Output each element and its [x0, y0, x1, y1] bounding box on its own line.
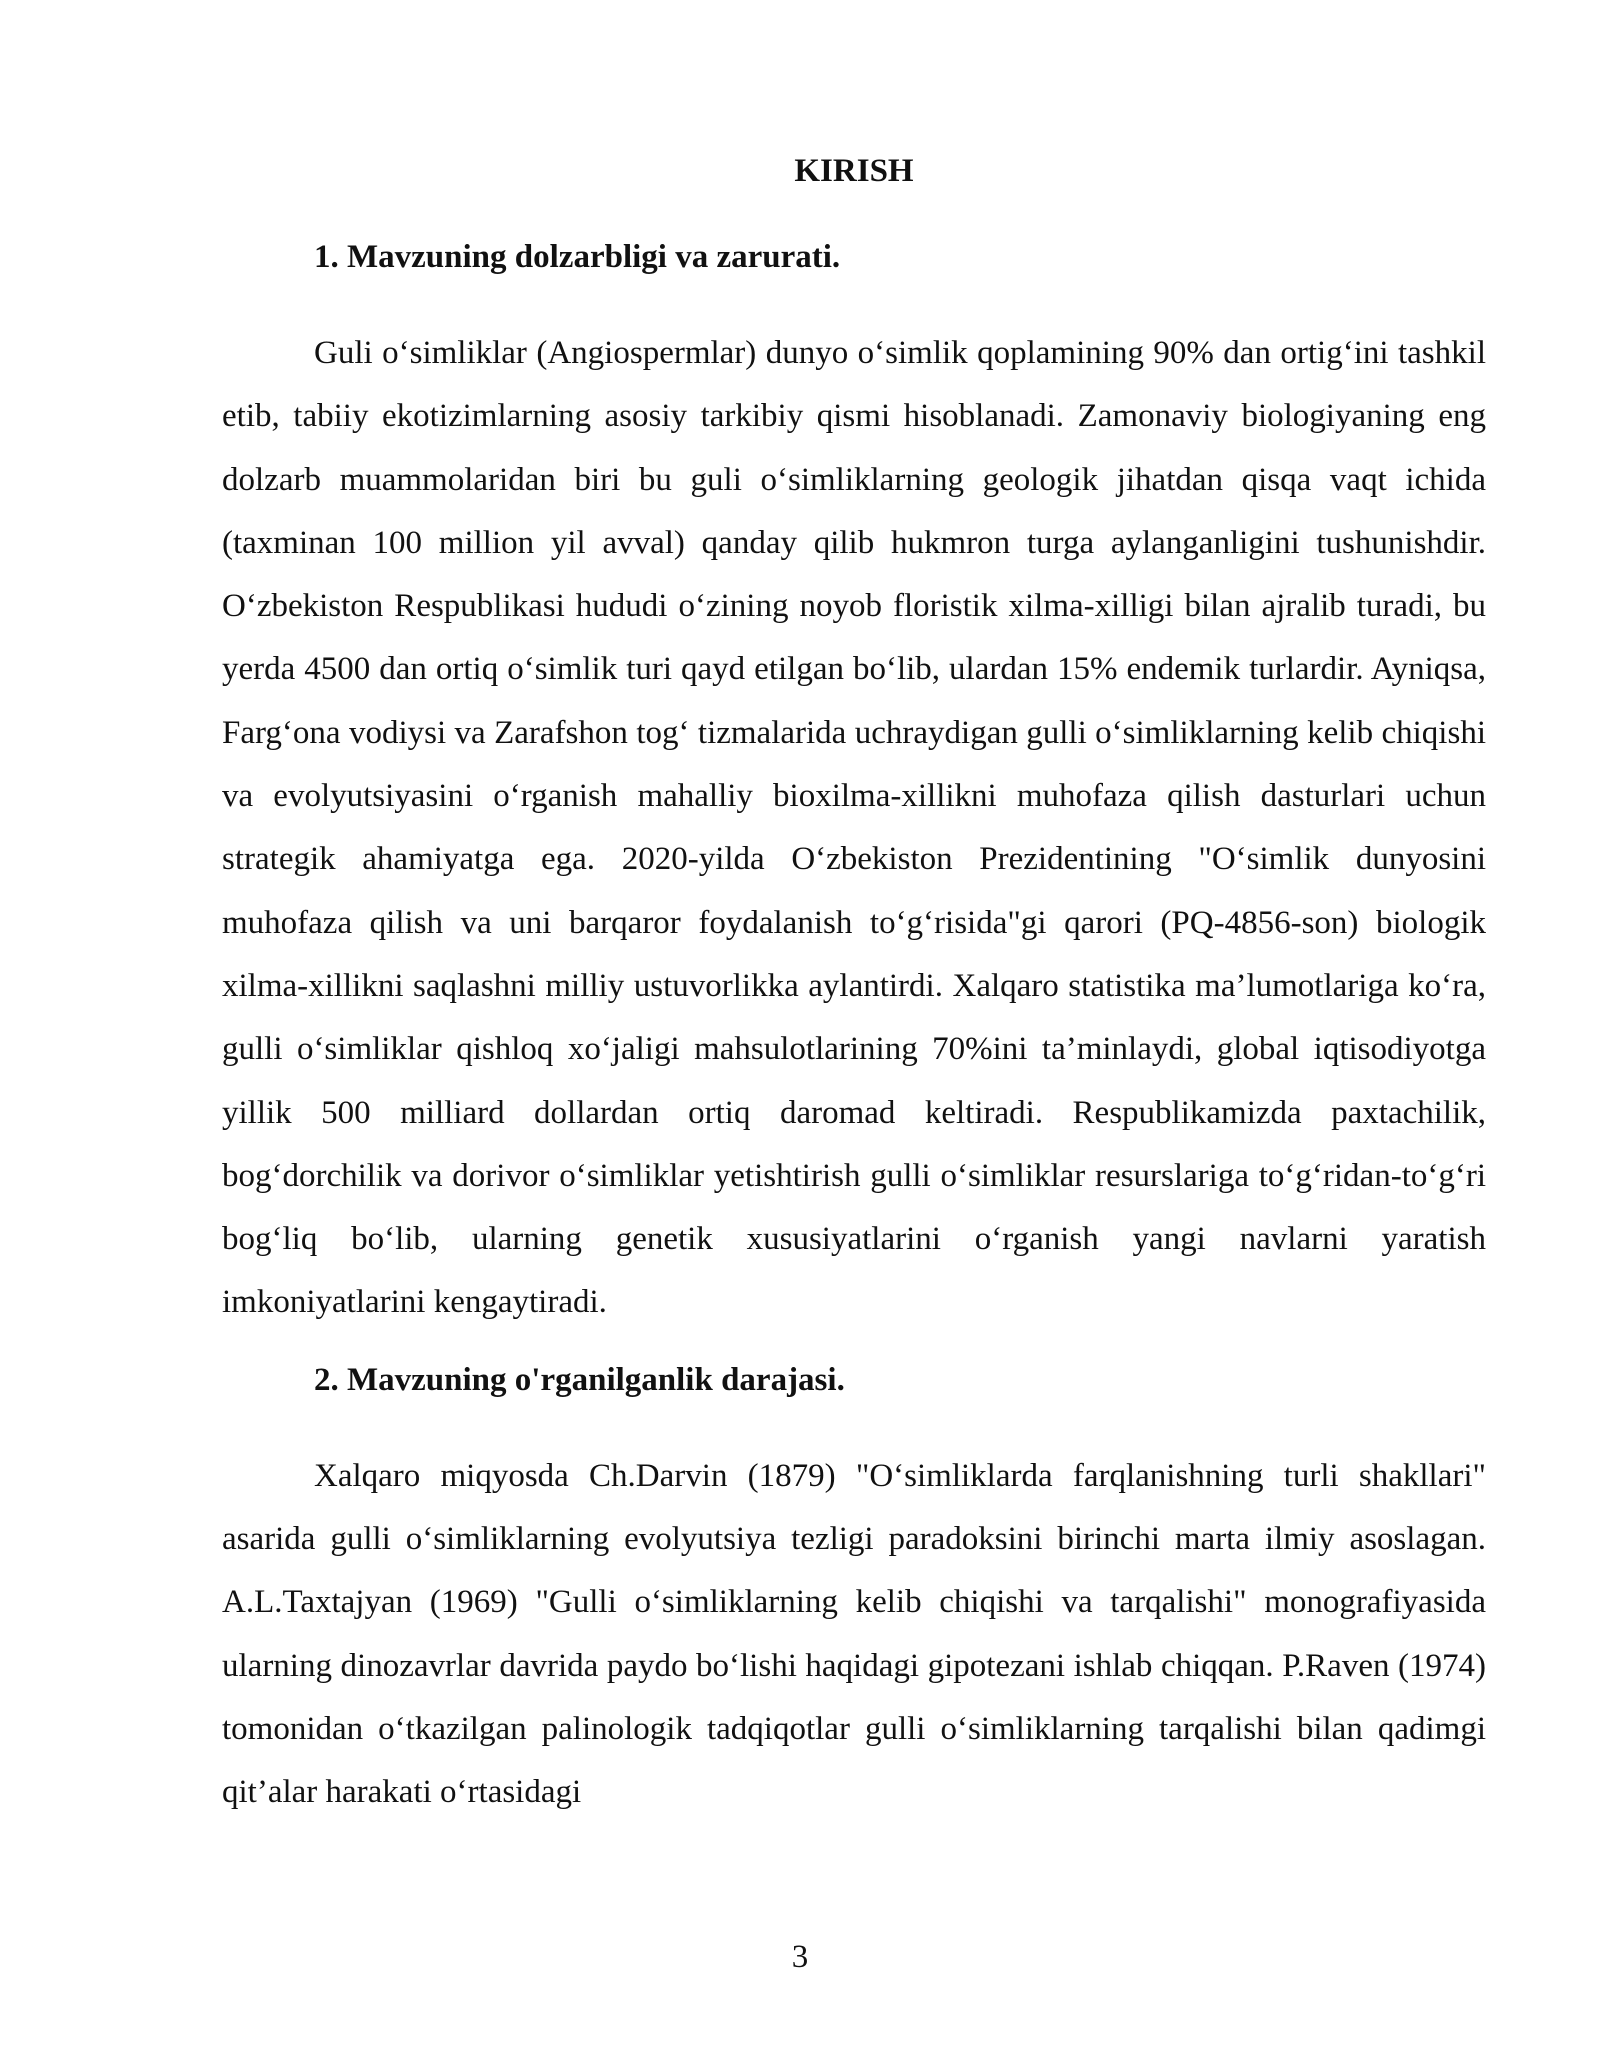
- section-heading-relevance: 1. Mavzuning dolzarbligi va zarurati.: [314, 239, 841, 275]
- section-paragraph-relevance: Guli o‘simliklar (Angiospermlar) dunyo o‘simlik qoplamining 90% dan ortig‘ini tashkil etib, tabiiy ekotizimlarning asosiy tarkibiy qismi hisoblanadi. Zamonaviy biologiyaning eng dolzarb muammolaridan biri bu guli o‘simliklarning geologik jihatdan qisqa vaqt ichida (taxminan 100 million yil avval) qanday qilib hukmron turga aylanganligini tushunishdir. O‘zbekiston Respublikasi hududi o‘zining noyob floristik xilma-xilligi bilan ajralib turadi, bu yerda 4500 dan ortiq o‘simlik turi qayd etilgan bo‘lib, ulardan 15% endemik turlardir. Ayniqsa, Farg‘ona vodiysi va Zarafshon tog‘ tizmalarida uchraydigan gulli o‘simliklarning kelib chiqishi va evolyutsiyasini o‘rganish mahalliy bioxilma-xillikni muhofaza qilish dasturlari uchun strategik ahamiyatga ega. 2020-yilda O‘zbekiston Prezidentining "O‘simlik dunyosini muhofaza qilish va uni barqaror foydalanish to‘g‘risida"gi qarori (PQ-4856-son) biologik xilma-xillikni saqlashni milliy ustuvorlikka aylantirdi. Xalqaro statistika ma’lumotlariga ko‘ra, gulli o‘simliklar qishloq xo‘jaligi mahsulotlarining 70%ini ta’minlaydi, global iqtisodiyotga yillik 500 milliard dollardan ortiq daromad keltiradi. Respublikamizda paxtachilik, bog‘dorchilik va dorivor o‘simliklar yetishtirish gulli o‘simliklar resurslariga to‘g‘ridan-to‘g‘ri bog‘liq bo‘lib, ularning genetik xususiyatlarini o‘rganish yangi navlarni yaratish imkoniyatlarini kengaytiradi.: [222, 335, 1486, 1321]
- page-title: KIRISH: [794, 153, 914, 189]
- page-content: [222, 148, 1486, 1847]
- section-paragraph-study-level: Xalqaro miqyosda Ch.Darvin (1879) "O‘simliklarda farqlanishning turli shakllari" asarida gulli o‘simliklarning evolyutsiya tezligi paradoksini birinchi marta ilmiy asoslagan. A.L.Taxtajyan (1969) "Gulli o‘simliklarning kelib chiqishi va tarqalishi" monografiyasida ularning dinozavrlar davrida paydo bo‘lishi haqidagi gipotezani ishlab chiqqan. P.Raven (1974) tomonidan o‘tkazilgan palinologik tadqiqotlar gulli o‘simliklarning tarqalishi bilan qadimgi qit’alar harakati o‘rtasidagi: [222, 1457, 1486, 1811]
- section-heading-study-level: 2. Mavzuning o'rganilganlik darajasi.: [314, 1361, 845, 1398]
- page-number: 3: [791, 1939, 809, 1975]
